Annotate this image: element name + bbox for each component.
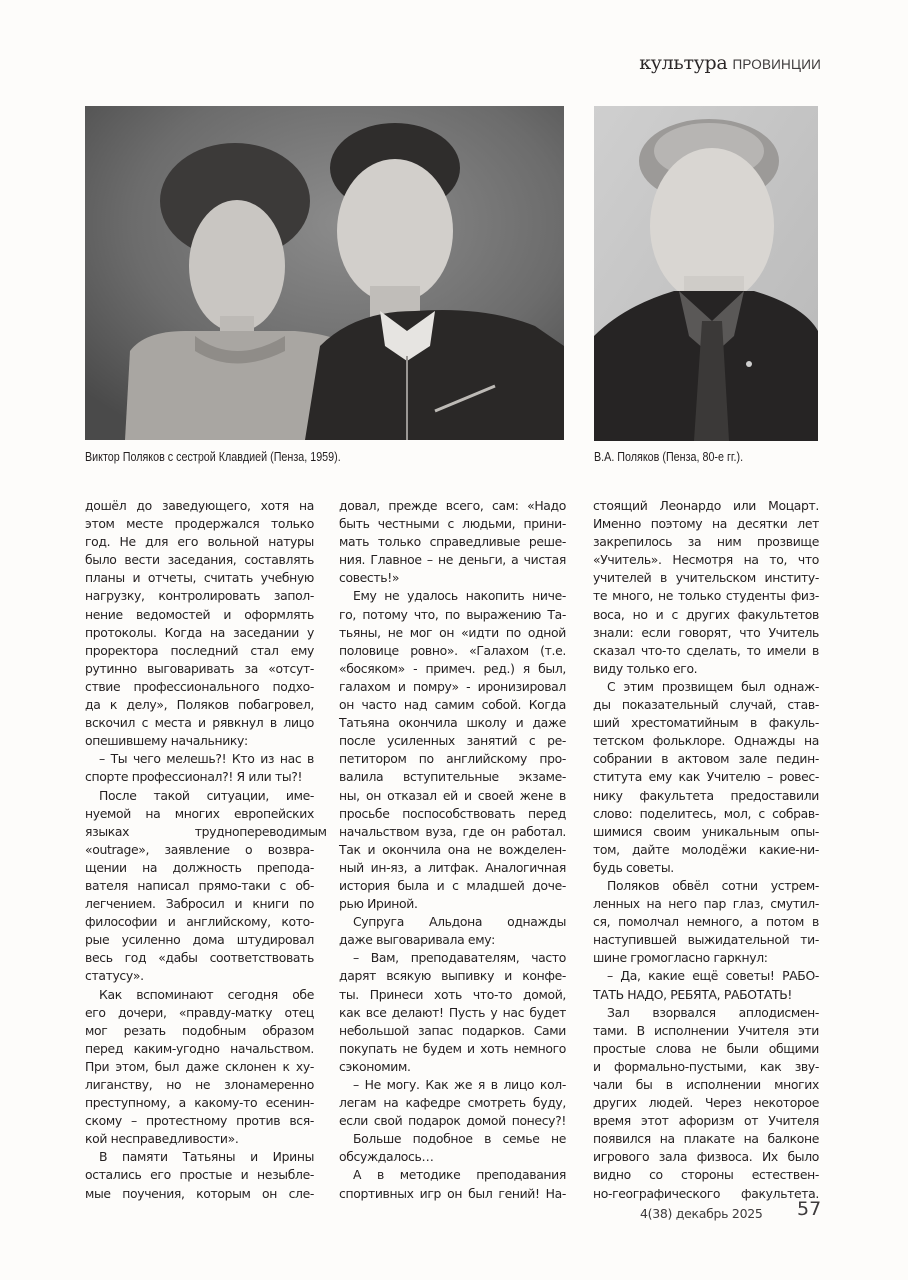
text-line: обсуждалось… <box>339 1149 434 1165</box>
text-line: – Ты чего мелешь?! Кто из нас в <box>99 751 314 767</box>
text-line: собрании в актовом зале педин- <box>593 751 819 767</box>
text-line: статусу». <box>85 968 144 984</box>
text-line: Именно поэтому на десятки лет <box>593 516 819 532</box>
text-line: го, потому что, по выражению Та- <box>339 606 566 622</box>
text-line: ленных на него пар глаз, смутил- <box>593 896 819 912</box>
issue-info: 4(38) декабрь 2025 <box>640 1206 763 1221</box>
text-line: игрового зала физвоса. Их было <box>593 1149 819 1165</box>
photo-viktor-and-klavdiya <box>85 106 564 440</box>
text-line: рью Ириной. <box>339 896 418 912</box>
text-line: «Учитель». Несмотря на то, что <box>593 552 819 568</box>
text-line: покупать не будем и хоть немного <box>339 1040 566 1056</box>
text-line: сказал что-то сделать, то имели в <box>593 642 819 658</box>
text-line: Поляков обвёл сотни устрем- <box>607 877 819 893</box>
text-line: вателя написал прямо-таки с об- <box>85 877 314 893</box>
text-line: небольшой запас подарков. Сами <box>339 1022 566 1038</box>
text-line: Как вспоминают сегодня обе <box>99 986 314 1002</box>
photo-caption: Виктор Поляков с сестрой Клавдией (Пенза, 1959). <box>85 450 341 464</box>
text-line: языках труднопереводимым <box>85 823 327 839</box>
text-line: ты. Принеси хоть что-то домой, <box>339 986 566 1002</box>
text-line: «босяком» - примеч. ред.) я был, <box>339 660 566 676</box>
text-line: половице ровно». «Галахом (т.е. <box>339 642 566 658</box>
text-line: но-географического факультета. <box>593 1185 819 1201</box>
text-line: рутинно выговаривать за «отсут- <box>85 660 314 676</box>
text-line: дарят всякую выпивку и конфе- <box>339 968 566 984</box>
text-line: мые поучения, которым он сле- <box>85 1185 314 1201</box>
text-line: Зал взорвался аплодисмен- <box>607 1004 819 1020</box>
text-line: время этот афоризм от Учителя <box>593 1113 819 1129</box>
text-line: шимися своим уникальным опы- <box>593 823 819 839</box>
text-line: спортивных игр он был гений! На- <box>339 1185 566 1201</box>
text-line: закрепилось за ним прозвище <box>593 534 819 550</box>
text-line: даже выговаривала ему: <box>339 932 495 948</box>
text-line: – Вам, преподавателям, часто <box>353 950 566 966</box>
text-line: вскочил с места и рявкнул в лицо <box>85 715 314 731</box>
text-line: учителей в учительском институ- <box>593 570 819 586</box>
text-line: кой несправедливости». <box>85 1131 239 1147</box>
magazine-brand: культура <box>639 52 728 74</box>
text-line: его дочери, «правду-матку отец <box>85 1004 314 1020</box>
text-line: быть честными с людьми, прини- <box>339 516 566 532</box>
text-line: Татьяна окончила школу и даже <box>339 715 566 731</box>
text-line: ститута ему как Учителю – ровес- <box>593 769 819 785</box>
text-line: виду только его. <box>593 660 698 676</box>
text-line: после усиленных занятий с ре- <box>339 733 566 749</box>
text-line: нагрузку, контролировать запол- <box>85 588 314 604</box>
text-line: легам на кафедре смотреть буду, <box>339 1095 566 1111</box>
text-line: видно со стороны естествен- <box>593 1167 819 1183</box>
article-column-3 <box>593 497 819 1203</box>
portrait-couple-image <box>85 106 564 440</box>
text-line: совесть!» <box>339 570 400 586</box>
text-line: мог резать подобным образом <box>85 1022 314 1038</box>
text-line: валила вступительные экзаме- <box>339 769 566 785</box>
magazine-section: ПРОВИНЦИИ <box>732 57 821 72</box>
article-column-2 <box>339 497 566 1203</box>
text-line: воса, но и с других факультетов <box>593 606 819 622</box>
text-line: преступному, а какому-то есенин- <box>85 1095 314 1111</box>
text-line: других людей. Через некоторое <box>593 1095 819 1111</box>
text-line: весь год «дабы соответствовать <box>85 950 314 966</box>
text-line: рые усиленно дома штудировал <box>85 932 314 948</box>
text-line: тетском фольклоре. Однажды на <box>593 733 819 749</box>
text-line: было вести заседания, составлять <box>85 552 314 568</box>
text-line: спорте профессионал?! Я или ты?! <box>85 769 303 785</box>
text-line: С этим прозвищем был однаж- <box>607 678 819 694</box>
text-line: легчением. Забросил и книги по <box>85 896 314 912</box>
text-line: да к делу», Поляков побагровел, <box>85 697 314 713</box>
text-line: том, дайте молодёжи какие-ни- <box>593 841 819 857</box>
text-line: Так и окончила она не вожделен- <box>339 841 566 857</box>
text-line: наступившей выжидательной ти- <box>593 932 819 948</box>
text-line: простые слова не были общими <box>593 1040 819 1056</box>
text-line: тами. В исполнении Учителя эти <box>593 1022 819 1038</box>
text-line: ТАТЬ НАДО, РЕБЯТА, РАБОТАТЬ! <box>593 986 792 1002</box>
text-line: Ему не удалось накопить ниче- <box>353 588 566 604</box>
photo-va-polyakov <box>594 106 818 441</box>
text-line: появился на плакате на балконе <box>593 1131 819 1147</box>
text-line: ния. Главное – не деньги, а чистая <box>339 552 566 568</box>
text-line: Больше подобное в семье не <box>353 1131 566 1147</box>
text-line: ший хрестоматийным в факуль- <box>593 715 819 731</box>
text-line: – Да, какие ещё советы! РАБО- <box>607 968 819 984</box>
text-line: дошёл до заведующего, хотя на <box>85 498 314 513</box>
text-line: опешившему начальнику: <box>85 733 248 749</box>
text-line: те много, не только студенты физ- <box>593 588 819 604</box>
text-line: он часто над самим собой. Когда <box>339 697 566 713</box>
text-line: знали: если говорят, что Учитель <box>593 624 819 640</box>
text-line: скому – протестному против вся- <box>85 1113 314 1129</box>
text-line: как все делают! Пусть у нас будет <box>339 1004 566 1020</box>
text-line: чали бы в исполнении многих <box>593 1077 819 1092</box>
text-line: остались его простые и незыбле- <box>85 1167 314 1183</box>
text-line: «outrage», заявление о возвра- <box>85 841 314 857</box>
text-line: нение ведомостей и оформлять <box>85 606 314 622</box>
text-line: слово: поделитесь, мол, с собрав- <box>593 805 819 821</box>
text-line: галахом и помру» - иронизировал <box>339 678 566 694</box>
text-line: этом месте продержался только <box>85 516 314 532</box>
text-line: нику факультета предоставили <box>593 787 819 803</box>
text-line: протоколы. Когда на заседании у <box>85 624 314 640</box>
text-line: ны, он отказал ей и своей жене в <box>339 787 566 803</box>
text-line: Супруга Альдона однажды <box>353 914 566 930</box>
text-line: год. Не для его вольной натуры <box>85 534 314 550</box>
text-line: проректора последний стал ему <box>85 642 314 658</box>
text-line: ды показательный случай, став- <box>593 697 819 713</box>
text-line: нуемой на многих европейских <box>85 805 314 821</box>
text-line: шине громогласно гаркнул: <box>593 950 768 966</box>
text-line: ный ин-яз, а литфак. Аналогичная <box>339 859 566 875</box>
text-line: довал, прежде всего, сам: «Надо <box>339 498 566 513</box>
photo-caption: В.А. Поляков (Пенза, 80-е гг.). <box>594 450 744 464</box>
article-column-1 <box>85 497 327 1203</box>
page-number: 57 <box>797 1198 822 1220</box>
text-line: и формально-пустыми, как зву- <box>593 1058 819 1074</box>
text-line: щении на должность препода- <box>85 859 314 875</box>
text-line: перед каким-угодно начальством. <box>85 1040 314 1056</box>
text-line: тьяны, не мог он «идти по одной <box>339 624 566 640</box>
text-line: стоящий Леонардо или Моцарт. <box>593 498 819 513</box>
text-line: будь советы. <box>593 859 674 875</box>
text-line: ся, помолчал немного, а потом в <box>593 914 819 930</box>
text-line: планы и отчеты, считать учебную <box>85 570 314 586</box>
text-line: начальством вуза, где он работал. <box>339 823 566 839</box>
text-line: просьбе поспособствовать перед <box>339 805 566 821</box>
text-line: После такой ситуации, име- <box>99 787 314 803</box>
portrait-older-man-image <box>594 106 818 441</box>
text-line: ствие профессионального подхо- <box>85 678 314 694</box>
text-line: – Не могу. Как же я в лицо кол- <box>353 1077 566 1092</box>
text-line: философии и английскому, кото- <box>85 914 314 930</box>
text-line: При этом, был даже склонен к ху- <box>85 1058 314 1074</box>
text-line: А в методике преподавания <box>353 1167 566 1183</box>
text-line: петитором по английскому про- <box>339 751 566 767</box>
text-line: лиганству, но не злонамеренно <box>85 1077 314 1092</box>
text-line: В памяти Татьяны и Ирины <box>99 1149 314 1165</box>
text-line: история была и с младшей доче- <box>339 877 566 893</box>
text-line: сэкономим. <box>339 1058 411 1074</box>
text-line: если свой подарок домой понесу?! <box>339 1113 566 1129</box>
magazine-header <box>639 52 821 74</box>
text-line: мать только справедливые реше- <box>339 534 566 550</box>
